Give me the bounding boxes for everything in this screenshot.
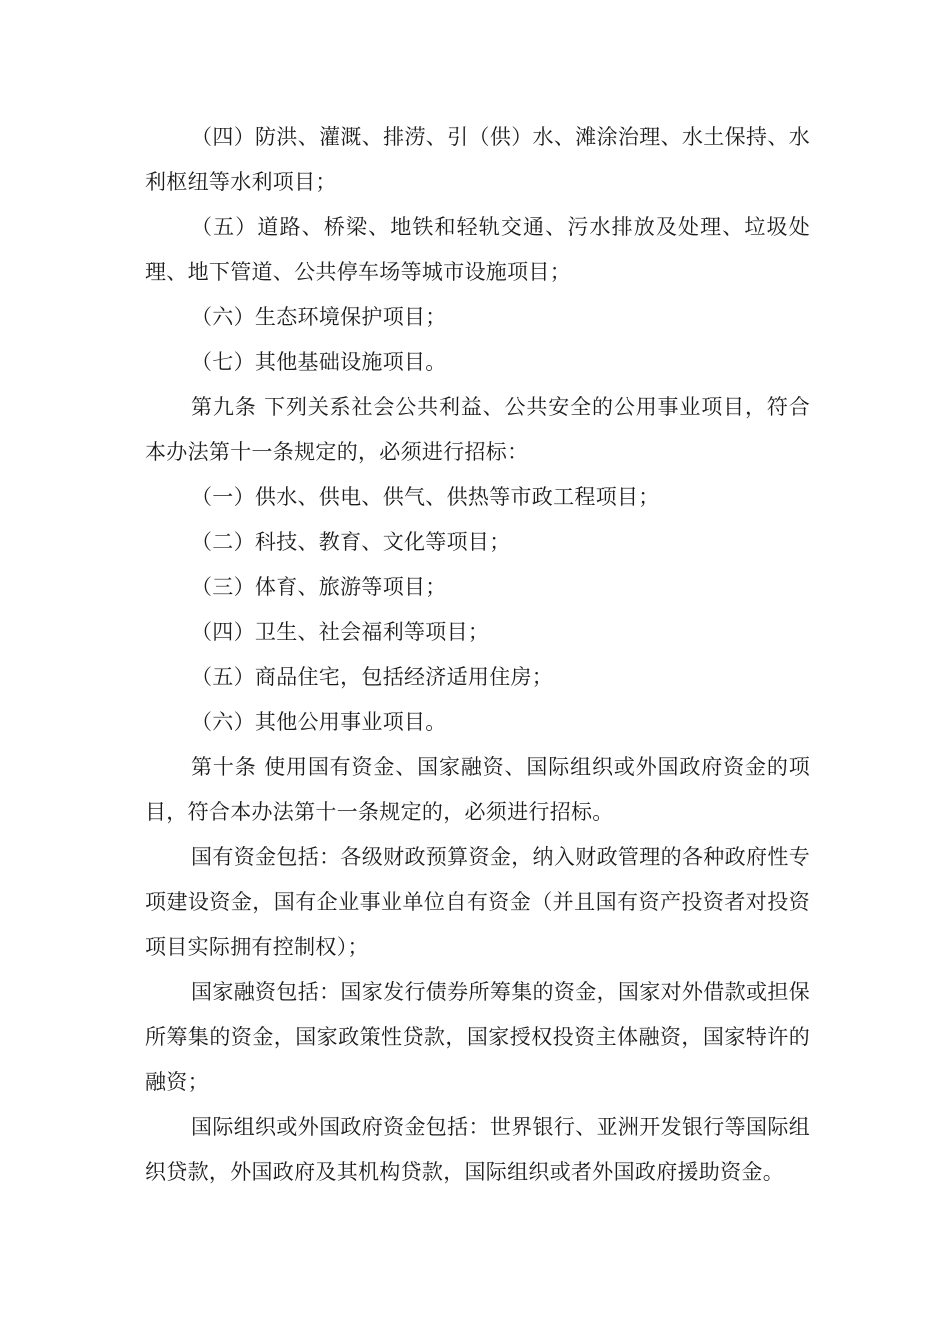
paragraph: （一）供水、供电、供气、供热等市政工程项目；: [191, 485, 660, 509]
paragraph: 第十条 使用国有资金、国家融资、国际组织或外国政府资金的项目，符合本办法第十一条规定的，必须进行招标。: [145, 755, 810, 824]
paragraph: 国际组织或外国政府资金包括：世界银行、亚洲开发银行等国际组织贷款，外国政府及其机构贷款，国际组织或者外国政府援助资金。: [145, 1115, 810, 1184]
paragraph: （四）卫生、社会福利等项目；: [191, 620, 490, 644]
document-page: [145, 115, 810, 1195]
paragraph: （四）防洪、灌溉、排涝、引（供）水、滩涂治理、水土保持、水利枢纽等水利项目；: [145, 125, 810, 194]
paragraph: （五）商品住宅，包括经济适用住房；: [191, 665, 554, 689]
paragraph: （二）科技、教育、文化等项目；: [191, 530, 511, 554]
paragraph: （五）道路、桥梁、地铁和轻轨交通、污水排放及处理、垃圾处理、地下管道、公共停车场等城市设施项目；: [145, 215, 810, 284]
paragraph: （六）其他公用事业项目。: [191, 710, 447, 734]
paragraph: 国家融资包括：国家发行债券所筹集的资金，国家对外借款或担保所筹集的资金，国家政策性贷款，国家授权投资主体融资，国家特许的融资；: [145, 980, 810, 1094]
paragraph: （六）生态环境保护项目；: [191, 305, 447, 329]
paragraph: 第九条 下列关系社会公共利益、公共安全的公用事业项目，符合本办法第十一条规定的，必须进行招标：: [145, 395, 810, 464]
paragraph: （七）其他基础设施项目。: [191, 350, 447, 374]
paragraph: 国有资金包括：各级财政预算资金，纳入财政管理的各种政府性专项建设资金，国有企业事业单位自有资金（并且国有资产投资者对投资项目实际拥有控制权）；: [145, 845, 810, 959]
paragraph: （三）体育、旅游等项目；: [191, 575, 447, 599]
